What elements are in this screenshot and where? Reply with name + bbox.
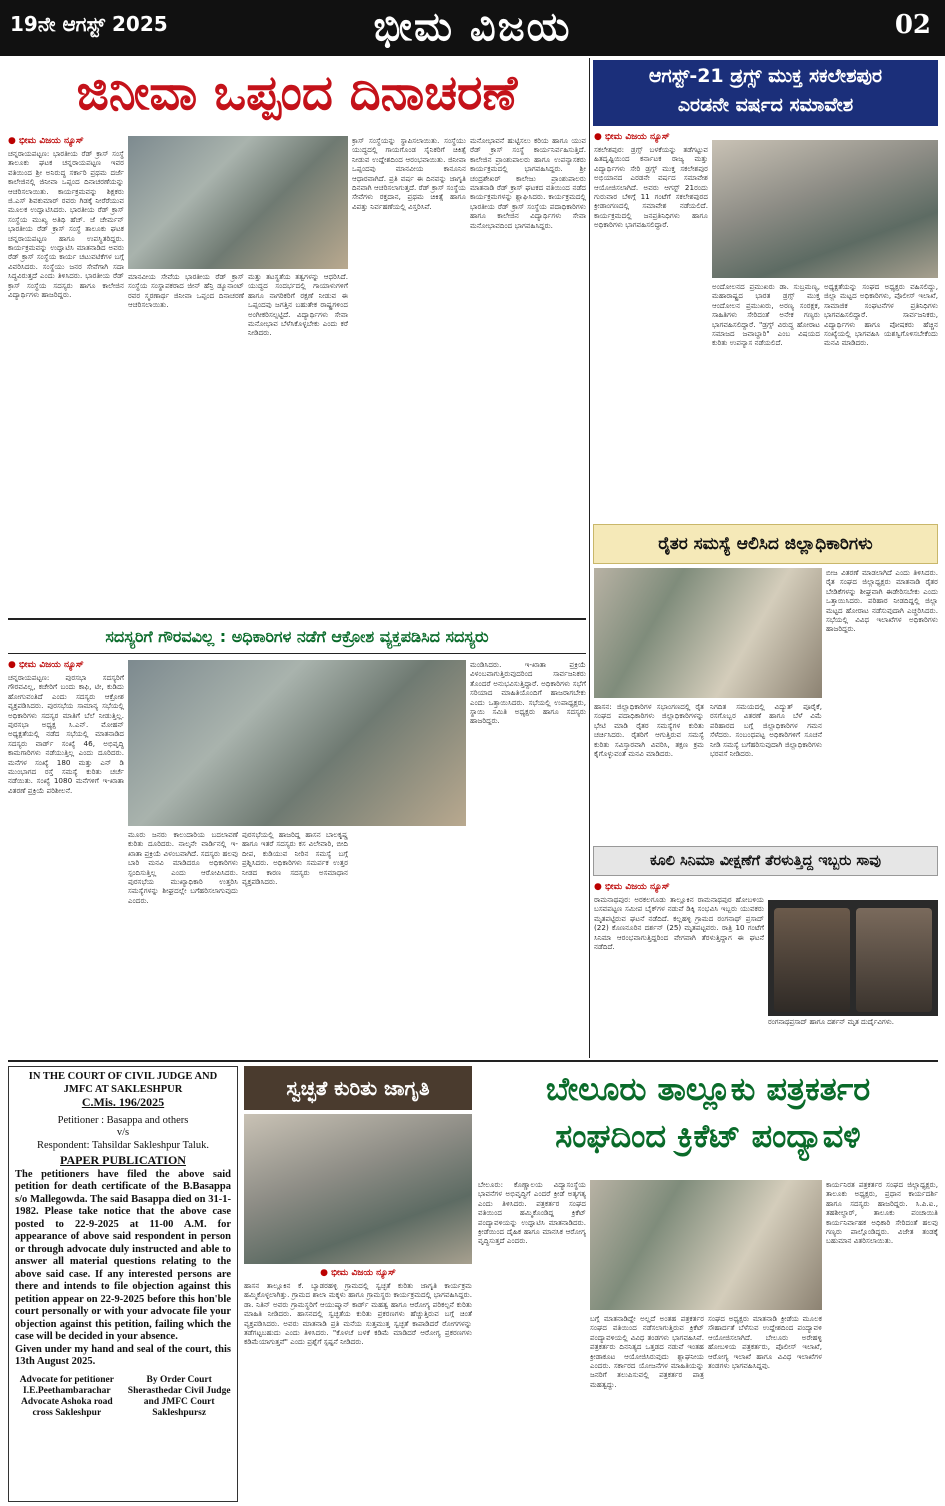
- story6-headline-box: [244, 1066, 472, 1110]
- story4-column-2: [128, 830, 238, 1056]
- masthead: [0, 0, 945, 56]
- page-number: 02: [894, 10, 931, 40]
- story4-text-2: ಮೂರು ಜನರು ಕಾಲುದಾರಿಯ ಬದಲಾವಣೆ ಕುರಿತು ದೂರಿದರು. ನಾಲ್ಕನೇ ವಾರ್ಡಿನಲ್ಲಿ ಇ-ಖಾತಾ ಪ್ರಕ್ರಿಯೆ ವಿಳಂಬವಾಗಿದೆ. ಸದಸ್ಯರು ಹಲವು ಬಾರಿ ಮನವಿ ಮಾಡಿದರೂ ಅಧಿಕಾರಿಗಳು ಸ್ಪಂದಿಸುತ್ತಿಲ್ಲ ಎಂದು ಆರೋಪಿಸಿದರು. ಪುರಸಭೆಯ ಮುಖ್ಯಾಧಿಕಾರಿ ಉತ್ತರಿಸಿ ಸಮಸ್ಯೆಗಳನ್ನು ಶೀಘ್ರದಲ್ಲೇ ಬಗೆಹರಿಸಲಾಗುವುದು ಎಂದರು.: [128, 830, 238, 905]
- story4-column-4: [470, 660, 586, 1056]
- story1-caption: ಮಾನವೀಯ ಸೇವೆಯ ಭಾರತೀಯ ರೆಡ್ ಕ್ರಾಸ್ ಸಂಸ್ಥೆಯ ಸಂಸ್ಥಾಪಕರಾದ ಜೀನ್ ಹೆನ್ರಿ ಡ್ಯೂನಾಂಟ್ ರವರ ಸ್ಮರಣಾರ್ಥ ಜಿನೀವಾ ಒಪ್ಪಂದ ದಿನಾಚರಣೆ ಆಚರಿಸಲಾಯಿತು.: [128, 272, 244, 310]
- story4-column-3: [242, 830, 348, 1056]
- story5-caption-box: [768, 1018, 938, 1056]
- story7-headline-box: [478, 1066, 938, 1176]
- legal-advocate: Advocate for petitioner I.E.Peethambarachar Advocate Ashoka road cross Sakleshpur: [19, 1374, 114, 1418]
- legal-petitioner: Petitioner : Basappa and others: [57, 1114, 189, 1126]
- story3-text-1: ಹಾಸನ: ಜಿಲ್ಲಾಧಿಕಾರಿಗಳ ಸಭಾಂಗಣದಲ್ಲಿ ರೈತ ಸಂಘದ ಪದಾಧಿಕಾರಿಗಳು ಜಿಲ್ಲಾಧಿಕಾರಿಗಳನ್ನು ಭೇಟಿ ಮಾಡಿ ರೈತರ ಸಮಸ್ಯೆಗಳ ಕುರಿತು ಚರ್ಚಿಸಿದರು. ರೈತರಿಗೆ ಆಗುತ್ತಿರುವ ಸಮಸ್ಯೆ ಕುರಿತು ಸವಿಸ್ತಾರವಾಗಿ ವಿವರಿಸಿ, ತಕ್ಷಣ ಕ್ರಮ ಕೈಗೊಳ್ಳುವಂತೆ ಮನವಿ ಮಾಡಿದರು.: [594, 702, 704, 759]
- legal-vs: v/s: [116, 1127, 130, 1138]
- story1-photo: [128, 136, 348, 269]
- story5-headline: ಕೂಲಿ ಸಿನಿಮಾ ವೀಕ್ಷಣೆಗೆ ತೆರಳುತ್ತಿದ್ದ ಇಬ್ಬರು ಸಾವು: [649, 853, 882, 869]
- story2-column-1: [594, 130, 708, 516]
- story5-byline: ● ಭೀಮ ವಿಜಯ ನ್ಯೂಸ್: [594, 882, 670, 892]
- legal-order: By Order Court Sherasthedar Civil Judge and JMFC Court Sakleshpursz: [127, 1374, 231, 1418]
- story4-text-4: ಮಂಡಿಸಿದರು. ಇ-ಖಾತಾ ಪ್ರಕ್ರಿಯೆ ವಿಳಂಬವಾಗುತ್ತಿರುವುದರಿಂದ ಸಾರ್ವಜನಿಕರು ತೊಂದರೆ ಅನುಭವಿಸುತ್ತಿದ್ದಾರೆ. ಅಧಿಕಾರಿಗಳು ಸಭೆಗೆ ಸರಿಯಾದ ಮಾಹಿತಿಯೊಂದಿಗೆ ಹಾಜರಾಗಬೇಕು ಎಂದು ಒತ್ತಾಯಿಸಿದರು. ಸಭೆಯಲ್ಲಿ ಉಪಾಧ್ಯಕ್ಷರು, ಸ್ಥಾಯಿ ಸಮಿತಿ ಅಧ್ಯಕ್ಷರು ಹಾಗೂ ಸದಸ್ಯರು ಹಾಜರಿದ್ದರು.: [470, 660, 586, 726]
- story5-portraits: [768, 900, 938, 1016]
- story1-column-4: [248, 272, 348, 610]
- victim-portrait-1: [774, 908, 850, 1012]
- story5-headline-box: [593, 846, 938, 876]
- story2-photo: [712, 140, 938, 278]
- story1-column-1: [8, 134, 124, 610]
- story4-column-1: [8, 658, 124, 1056]
- legal-notice: [8, 1066, 238, 1502]
- story1-column-5: [470, 136, 586, 610]
- story2-headline-1: ಆಗಸ್ಟ್-21 ಡ್ರಗ್ಸ್ ಮುಕ್ತ ಸಕಲೇಶಪುರ: [648, 65, 883, 87]
- story1-text-3: ಕ್ರಾಸ್ ಸಂಸ್ಥೆಯನ್ನು ಸ್ಥಾಪಿಸಲಾಯಿತು. ಸಂಸ್ಥೆಯು ಯುದ್ಧದಲ್ಲಿ ಗಾಯಗೊಂಡ ಸೈನಿಕರಿಗೆ ಚಿಕಿತ್ಸೆ ನೀಡುವ ಉದ್ದೇಶದಿಂದ ಆರಂಭವಾಯಿತು. ಜಿನೀವಾ ಒಪ್ಪಂದವು ಮಾನವೀಯ ಕಾನೂನಿನ ಆಧಾರವಾಗಿದೆ. ಪ್ರತಿ ವರ್ಷ ಈ ದಿನವನ್ನು ಜಾಗೃತಿ ದಿನವಾಗಿ ಆಚರಿಸಲಾಗುತ್ತದೆ. ರೆಡ್ ಕ್ರಾಸ್ ಸಂಸ್ಥೆಯ ಸೇವೆಗಳು ರಕ್ತದಾನ, ಪ್ರಥಮ ಚಿಕಿತ್ಸೆ ಹಾಗೂ ವಿಪತ್ತು ನಿರ್ವಹಣೆಯಲ್ಲಿ ವಿಸ್ತರಿಸಿವೆ.: [352, 136, 466, 211]
- story6-byline: ● ಭೀಮ ವಿಜಯ ನ್ಯೂಸ್: [320, 1268, 396, 1278]
- legal-case-no: C.Mis. 196/2025: [81, 1095, 165, 1109]
- story4-byline: ● ಭೀಮ ವಿಜಯ ನ್ಯೂಸ್: [8, 660, 84, 670]
- story7-text-4: ಕಾರ್ಯನಿರತ ಪತ್ರಕರ್ತರ ಸಂಘದ ಜಿಲ್ಲಾಧ್ಯಕ್ಷರು, ತಾಲೂಕು ಅಧ್ಯಕ್ಷರು, ಪ್ರಧಾನ ಕಾರ್ಯದರ್ಶಿ ಹಾಗೂ ಸದಸ್ಯರು ಹಾಜರಿದ್ದರು. ಸಿ.ಪಿ.ಐ., ತಹಶೀಲ್ದಾರ್, ತಾಲೂಕು ಪಂಚಾಯಿತಿ ಕಾರ್ಯನಿರ್ವಾಹಕ ಅಧಿಕಾರಿ ಸೇರಿದಂತೆ ಹಲವು ಗಣ್ಯರು ಪಾಲ್ಗೊಂಡಿದ್ದರು. ವಿಜೇತ ತಂಡಕ್ಕೆ ಬಹುಮಾನ ವಿತರಿಸಲಾಯಿತು.: [826, 1180, 938, 1246]
- story3-headline-box: [593, 524, 938, 564]
- story2-headline-box: [593, 60, 938, 126]
- story6-photo: [244, 1114, 472, 1264]
- issue-date: 19ನೇ ಆಗಸ್ಟ್ 2025: [10, 12, 168, 36]
- story4-headline-box: [8, 618, 586, 654]
- legal-title: PAPER PUBLICATION: [60, 1153, 186, 1167]
- story6-text: ಹಾಸನ ತಾಲ್ಲೂಕಿನ ಕೆ. ಬ್ಯಾಡರಹಳ್ಳಿ ಗ್ರಾಮದಲ್ಲಿ ಸ್ವಚ್ಛತೆ ಕುರಿತು ಜಾಗೃತಿ ಕಾರ್ಯಕ್ರಮ ಹಮ್ಮಿಕೊಳ್ಳಲಾಗಿತ್ತು. ಗ್ರಾಮದ ಶಾಲಾ ಮಕ್ಕಳು ಹಾಗೂ ಗ್ರಾಮಸ್ಥರು ಕಾರ್ಯಕ್ರಮದಲ್ಲಿ ಭಾಗವಹಿಸಿದ್ದರು. ಡಾ. ನಿತಿನ್ ಅವರು ಗ್ರಾಮಸ್ಥರಿಗೆ ಆಯುಷ್ಮಾನ್ ಕಾರ್ಡ್ ಮಹತ್ವ ಹಾಗೂ ಆರೋಗ್ಯ ಪರಿಕಲ್ಪನೆ ಕುರಿತು ಮಾಹಿತಿ ನೀಡಿದರು. ಹಾಸನದಲ್ಲಿ ಸ್ವಚ್ಛತೆಯ ಕುರಿತು ಪ್ರಕರಣಗಳು ಹೆಚ್ಚುತ್ತಿರುವ ಬಗ್ಗೆ ಚಿಂತೆ ವ್ಯಕ್ತಪಡಿಸಿದರು. ಅವರು ಮಾತನಾಡಿ ಪ್ರತಿ ಮನೆಯ ಸುತ್ತಮುತ್ತ ಸ್ವಚ್ಛತೆ ಕಾಪಾಡಿದರೆ ರೋಗಗಳನ್ನು ತಡೆಗಟ್ಟಬಹುದು ಎಂದು ತಿಳಿಸಿದರು. "ಕೊಳಚೆ ಬಳಕೆ ಕಡಿಮೆ ಮಾಡಿದರೆ ಆರೋಗ್ಯ ಪ್ರಕರಣಗಳು ಕಡಿಮೆಯಾಗುತ್ತವೆ" ಎಂದು ಪ್ರಶ್ನೆಗೆ ಸ್ಪಷ್ಟನೆ ನೀಡಿದರು.: [244, 1281, 472, 1347]
- story1-text-4: ಮತ್ತು ತಟಸ್ಥತೆಯ ತತ್ವಗಳನ್ನು ಆಧರಿಸಿದೆ. ಯುದ್ಧದ ಸಂದರ್ಭದಲ್ಲಿ ಗಾಯಾಳುಗಳಿಗೆ ಹಾಗೂ ನಾಗರಿಕರಿಗೆ ರಕ್ಷಣೆ ನೀಡುವ ಈ ಒಪ್ಪಂದವು ಜಗತ್ತಿನ ಬಹುತೇಕ ರಾಷ್ಟ್ರಗಳಿಂದ ಅಂಗೀಕರಿಸಲ್ಪಟ್ಟಿದೆ. ವಿದ್ಯಾರ್ಥಿಗಳು ಸೇವಾ ಮನೋಭಾವ ಬೆಳೆಸಿಕೊಳ್ಳಬೇಕು ಎಂದು ಕರೆ ನೀಡಿದರು.: [248, 272, 348, 338]
- story2-headline-2: ಎರಡನೇ ವರ್ಷದ ಸಮಾವೇಶ: [677, 93, 854, 116]
- story3-column-1: [594, 702, 704, 842]
- story7-text-2: ಬಗ್ಗೆ ಮಾತನಾಡಿದ್ದೇ ಅಲ್ಲದೆ ಅಂತಹ ಪತ್ರಕರ್ತರ ಸಂಘದ ವತಿಯಿಂದ ನಡೆಸಲಾಗುತ್ತಿರುವ ಕ್ರಿಕೆಟ್ ಪಂದ್ಯಾವಳಿಯಲ್ಲಿ ವಿವಿಧ ತಂಡಗಳು ಭಾಗವಹಿಸಿವೆ. ಪತ್ರಕರ್ತರು ದಿನನಿತ್ಯದ ಒತ್ತಡದ ನಡುವೆ ಇಂತಹ ಕ್ರೀಡಾಕೂಟ ಆಯೋಜಿಸಿರುವುದು ಶ್ಲಾಘನೀಯ ಎಂದರು. ಸರ್ಕಾರದ ಯೋಜನೆಗಳ ಮಾಹಿತಿಯನ್ನು ಜನರಿಗೆ ತಲುಪಿಸುವಲ್ಲಿ ಪತ್ರಕರ್ತರ ಪಾತ್ರ ಮಹತ್ವದ್ದು.: [590, 1314, 704, 1389]
- legal-court: IN THE COURT OF CIVIL JUDGE AND JMFC AT SAKLESHPUR: [28, 1071, 218, 1095]
- legal-body: The petitioners have filed the above said petition for death certificate of the B.Basappa s/o Mallegowda. The said Basappa died on 31-1-1982. Please take notice that the above case posted to 22-9-2025 at 11-00 A.M. for appearance of above said respondent in person or through advocate duly instructed and able to answer all material questions relating to the above said case. If any interested persons are there and intends to file objection against this petition appear on 22-9-2025 before this hon'ble court personally or with your advocate file your objection against this petition, failing which the case will be decided in your absence.: [15, 1168, 231, 1342]
- story7-column-1: [478, 1180, 586, 1502]
- story3-column-2: [710, 702, 822, 842]
- story2-text-3: ಅಧ್ಯಕ್ಷತೆಯನ್ನು ಸಂಘದ ಅಧ್ಯಕ್ಷರು ವಹಿಸಲಿದ್ದು, ಜಿಲ್ಲಾ ಮಟ್ಟದ ಅಧಿಕಾರಿಗಳು, ಪೊಲೀಸ್ ಇಲಾಖೆ, ಸಾಮಾಜಿಕ ಸಂಘಟನೆಗಳ ಪ್ರತಿನಿಧಿಗಳು ಭಾಗವಹಿಸಲಿದ್ದಾರೆ. ಸಾರ್ವಜನಿಕರು, ವಿದ್ಯಾರ್ಥಿಗಳು ಹಾಗೂ ಪೋಷಕರು ಹೆಚ್ಚಿನ ಸಂಖ್ಯೆಯಲ್ಲಿ ಭಾಗವಹಿಸಿ ಯಶಸ್ವಿಗೊಳಿಸಬೇಕೆಂದು ಮನವಿ ಮಾಡಿದರು.: [824, 282, 938, 348]
- story7-text-1: ಬೇಲೂರು: ಕೊಣ್ಣಾಲಯ ವಿದ್ಯಾಸಂಸ್ಥೆಯ ಭಾವನೆಗಳ ಅಭಿವೃದ್ಧಿಗೆ ಎಂದರೆ ಕ್ರೀಡೆ ಅತ್ಯಗತ್ಯ ಎಂದು ತಿಳಿಸಿದರು. ಪತ್ರಕರ್ತರ ಸಂಘದ ವತಿಯಿಂದ ಹಮ್ಮಿಕೊಂಡಿದ್ದ ಕ್ರಿಕೆಟ್ ಪಂದ್ಯಾವಳಿಯನ್ನು ಉದ್ಘಾಟಿಸಿ ಮಾತನಾಡಿದರು. ಕ್ರೀಡೆಯಿಂದ ದೈಹಿಕ ಹಾಗೂ ಮಾನಸಿಕ ಆರೋಗ್ಯ ವೃದ್ಧಿಸುತ್ತದೆ ಎಂದರು.: [478, 1180, 586, 1246]
- story4-text-3: ಪುರಸಭೆಯಲ್ಲಿ ಹಾಜರಿದ್ದ ಹಾಸನ ಬಾಲಕೃಷ್ಣ ಹಾಗೂ ಇತರೆ ಸದಸ್ಯರು ಕಸ ವಿಲೇವಾರಿ, ಬೀದಿ ದೀಪ, ಕುಡಿಯುವ ನೀರಿನ ಸಮಸ್ಯೆ ಬಗ್ಗೆ ಪ್ರಶ್ನಿಸಿದರು. ಅಧಿಕಾರಿಗಳು ಸಮರ್ಪಕ ಉತ್ತರ ನೀಡದ ಕಾರಣ ಸದಸ್ಯರು ಅಸಮಾಧಾನ ವ್ಯಕ್ತಪಡಿಸಿದರು.: [242, 830, 348, 887]
- story7-headline-1: ಬೇಲೂರು ತಾಲ್ಲೂಕು ಪತ್ರಕರ್ತರ: [545, 1070, 871, 1108]
- story2-text-1: ಸಕಲೇಶಪುರ: ಡ್ರಗ್ಸ್ ಬಳಕೆಯನ್ನು ತಡೆಗಟ್ಟುವ ಹಿತದೃಷ್ಟಿಯಿಂದ ಕರ್ನಾಟಕ ರಾಜ್ಯ ಮತ್ತು ವಿದ್ಯಾರ್ಥಿಗಳು ಸೇರಿ ಡ್ರಗ್ಸ್ ಮುಕ್ತ ಸಕಲೇಶಪುರ ಅಭಿಯಾನದ ಎರಡನೇ ವರ್ಷದ ಸಮಾವೇಶ ಆಯೋಜಿಸಲಾಗಿದೆ. ಅವರು ಆಗಸ್ಟ್ 21ರಂದು ಗುರುವಾರ ಬೆಳಿಗ್ಗೆ 11 ಗಂಟೆಗೆ ಸಕಲೇಶಪುರದ ಕ್ರೀಡಾಂಗಣದಲ್ಲಿ ಸಮಾವೇಶ ನಡೆಯಲಿದೆ. ಕಾರ್ಯಕ್ರಮದಲ್ಲಿ ಜನಪ್ರತಿನಿಧಿಗಳು ಹಾಗೂ ಅಧಿಕಾರಿಗಳು ಭಾಗವಹಿಸಲಿದ್ದಾರೆ.: [594, 145, 708, 230]
- story3-text-3: ಬೀಜ ವಿತರಣೆ ಮಾಡಲಾಗಿದೆ ಎಂದು ತಿಳಿಸಿದರು. ರೈತ ಸಂಘದ ಜಿಲ್ಲಾಧ್ಯಕ್ಷರು ಮಾತನಾಡಿ ರೈತರ ಬೇಡಿಕೆಗಳನ್ನು ಶೀಘ್ರವಾಗಿ ಈಡೇರಿಸಬೇಕು ಎಂದು ಒತ್ತಾಯಿಸಿದರು. ಪರಿಹಾರ ನೀಡದಿದ್ದಲ್ಲಿ ಜಿಲ್ಲಾ ಮಟ್ಟದ ಹೋರಾಟ ನಡೆಸುವುದಾಗಿ ಎಚ್ಚರಿಸಿದರು. ಸಭೆಯಲ್ಲಿ ವಿವಿಧ ಇಲಾಖೆಗಳ ಅಧಿಕಾರಿಗಳು ಹಾಜರಿದ್ದರು.: [826, 568, 938, 634]
- story2-byline: ● ಭೀಮ ವಿಜಯ ನ್ಯೂಸ್: [594, 132, 670, 142]
- story7-text-3: ಸಂಘದ ಅಧ್ಯಕ್ಷರು ಮಾತನಾಡಿ ಕ್ರೀಡೆಯ ಮೂಲಕ ಸೌಹಾರ್ದತೆ ಬೆಳೆಸುವ ಉದ್ದೇಶದಿಂದ ಪಂದ್ಯಾವಳಿ ಆಯೋಜಿಸಲಾಗಿದೆ. ಬೇಲೂರು ಅರೇಹಳ್ಳಿ ಹೋಬಳಿಯ ಪತ್ರಕರ್ತರು, ಪೊಲೀಸ್ ಇಲಾಖೆ, ಆರೋಗ್ಯ ಇಲಾಖೆ ಹಾಗೂ ವಿವಿಧ ಇಲಾಖೆಗಳ ತಂಡಗಳು ಭಾಗವಹಿಸಿದ್ದವು.: [708, 1314, 822, 1371]
- story6-body-box: [244, 1266, 472, 1502]
- story1-column-3: [352, 136, 466, 610]
- story5-caption: ರಂಗನಾಥಪ್ರಸಾದ್ ಹಾಗೂ ದರ್ಶನ್ ಮೃತ ದುರ್ದೈವಿಗಳು.: [768, 1018, 894, 1026]
- story1-text-5: ಮನೋಭಾವನೆ ಹುಟ್ಟಿಸಲು ಕರಿಯ ಹಾಗೂ ಯುವ ರೆಡ್ ಕ್ರಾಸ್ ಸಂಸ್ಥೆ ಕಾರ್ಯನಿರ್ವಹಿಸುತ್ತಿದೆ. ಕಾಲೇಜಿನ ಪ್ರಾಂಶುಪಾಲರು ಹಾಗೂ ಉಪನ್ಯಾಸಕರು ಕಾರ್ಯಕ್ರಮದಲ್ಲಿ ಭಾಗವಹಿಸಿದ್ದರು. ಶ್ರೀ ಚಂದ್ರಶೇಖರ್ ಕಾಲೇಜು ಪ್ರಾಂಶುಪಾಲರು ಮಾತನಾಡಿ ರೆಡ್ ಕ್ರಾಸ್ ಘಟಕದ ವತಿಯಿಂದ ನಡೆದ ಕಾರ್ಯಕ್ರಮಗಳನ್ನು ಶ್ಲಾಘಿಸಿದರು. ಕಾರ್ಯಕ್ರಮದಲ್ಲಿ ಭಾರತೀಯ ರೆಡ್ ಕ್ರಾಸ್ ಸಂಸ್ಥೆಯ ಪದಾಧಿಕಾರಿಗಳು ಹಾಗೂ ಕಾಲೇಜಿನ ವಿದ್ಯಾರ್ಥಿಗಳು ಸೇವಾ ಮನೋಭಾವದಿಂದ ಭಾಗವಹಿಸಿದ್ದರು.: [470, 136, 586, 230]
- story7-column-2: [590, 1314, 704, 1502]
- story2-column-2: [712, 282, 820, 516]
- story7-column-3: [708, 1314, 822, 1502]
- story7-photo: [590, 1180, 822, 1310]
- story2-text-2: ಅಂದೋಲನದ ಪ್ರಮುಖರು ಡಾ. ಸುಬ್ರಮಣ್ಯ, ಮಹಾರಾಷ್ಟ್ರದ ಭಾರತ ಡ್ರಗ್ಸ್ ಮುಕ್ತ ಆಂದೋಲನ ಪ್ರಮುಖರು, ಅರಣ್ಯ ಸಂರಕ್ಷಕ, ಸಾಹಿತಿಗಳು ಸೇರಿದಂತೆ ಅನೇಕ ಗಣ್ಯರು ಭಾಗವಹಿಸಲಿದ್ದಾರೆ. "ಡ್ರಗ್ಸ್ ವಿರುದ್ಧ ಹೋರಾಟ ಸಮಾಜದ ಜವಾಬ್ದಾರಿ" ಎಂಬ ವಿಷಯದ ಕುರಿತು ಉಪನ್ಯಾಸ ನಡೆಯಲಿದೆ.: [712, 282, 820, 348]
- story6-headline: ಸ್ವಚ್ಛತೆ ಕುರಿತು ಜಾಗೃತಿ: [286, 1076, 430, 1100]
- story3-photo: [594, 568, 822, 698]
- legal-given: Given under my hand and seal of the court, this 13th August 2025.: [15, 1343, 231, 1367]
- story1-byline: ● ಭೀಮ ವಿಜಯ ನ್ಯೂಸ್: [8, 136, 84, 146]
- story2-column-3: [824, 282, 938, 516]
- story1-headline-box: [8, 60, 586, 130]
- story4-photo: [128, 660, 466, 826]
- section-divider: [8, 1060, 938, 1062]
- column-divider: [589, 58, 590, 1058]
- story4-headline: ಸದಸ್ಯರಿಗೆ ಗೌರವವಿಲ್ಲ : ಅಧಿಕಾರಿಗಳ ನಡೆಗೆ ಆಕ್ರೋಶ ವ್ಯಕ್ತಪಡಿಸಿದ ಸದಸ್ಯರು: [105, 627, 489, 646]
- story4-text-1: ಚನ್ನರಾಯಪಟ್ಟಣ: ಪುರಸಭಾ ಸದಸ್ಯರಿಗೆ ಗೌರವವಿಲ್ಲ, ಕಚೇರಿಗೆ ಬಂದು ಕಾಫಿ, ಟೀ, ಕುಡಿದು ಹೋಗುವಂತಿದೆ ಎಂದು ಸದಸ್ಯರು ಆಕ್ರೋಶ ವ್ಯಕ್ತಪಡಿಸಿದರು. ಪುರಸಭೆಯ ಸಾಮಾನ್ಯ ಸಭೆಯಲ್ಲಿ ಅಧಿಕಾರಿಗಳು ಸದಸ್ಯರ ಮಾತಿಗೆ ಬೆಲೆ ನೀಡುತ್ತಿಲ್ಲ. ಪುರಸಭಾ ಅಧ್ಯಕ್ಷ ಸಿ.ಎನ್. ಮೋಹನ್ ಅಧ್ಯಕ್ಷತೆಯಲ್ಲಿ ನಡೆದ ಸಭೆಯಲ್ಲಿ ಮಾತನಾಡಿದ ಸದಸ್ಯರು ವಾರ್ಡ್ ಸಂಖ್ಯೆ 46, ಅಭಿವೃದ್ಧಿ ಕಾಮಗಾರಿಗಳು ನಡೆಯುತ್ತಿಲ್ಲ ಎಂದು ದೂರಿದರು. ಮನೆಗಳ ಸಂಖ್ಯೆ 180 ಮತ್ತು ಎನ್ ಡಿ ಮುಂಭಾಗದ ರಸ್ತೆ ಸಮಸ್ಯೆ ಕುರಿತು ಚರ್ಚೆ ನಡೆಯಿತು. ಸಂಖ್ಯೆ 1080 ಮನೆಗಳಿಗೆ ಇ-ಖಾತಾ ವಿತರಣೆ ಪ್ರಕ್ರಿಯೆ ಪರಿಶೀಲನೆ.: [8, 673, 124, 795]
- story3-text-2: ನಿಗದಿತ ಸಮಯದಲ್ಲಿ ವಿದ್ಯುತ್ ಪೂರೈಕೆ, ರಸಗೊಬ್ಬರ ವಿತರಣೆ ಹಾಗೂ ಬೆಳೆ ವಿಮೆ ಪರಿಹಾರದ ಬಗ್ಗೆ ಜಿಲ್ಲಾಧಿಕಾರಿಗಳ ಗಮನ ಸೆಳೆದರು. ಸಂಬಂಧಪಟ್ಟ ಅಧಿಕಾರಿಗಳಿಗೆ ಸೂಚನೆ ನೀಡಿ ಸಮಸ್ಯೆ ಬಗೆಹರಿಸುವುದಾಗಿ ಜಿಲ್ಲಾಧಿಕಾರಿಗಳು ಭರವಸೆ ನೀಡಿದರು.: [710, 702, 822, 759]
- story1-text-1: ಚನ್ನರಾಯಪಟ್ಟಣ: ಭಾರತೀಯ ರೆಡ್ ಕ್ರಾಸ್ ಸಂಸ್ಥೆ ತಾಲೂಕು ಘಟಕ ಚನ್ನರಾಯಪಟ್ಟಣ ಇವರ ವತಿಯಿಂದ ಶ್ರೀ ಅನಿರುದ್ಧ ಸರ್ಕಾರಿ ಪ್ರಥಮ ದರ್ಜೆ ಕಾಲೇಜಿನಲ್ಲಿ ಜಿನೀವಾ ಒಪ್ಪಂದ ದಿನಾಚರಣೆಯನ್ನು ಆಚರಿಸಲಾಯಿತು. ಕಾರ್ಯಕ್ರಮವನ್ನು ಶಿಕ್ಷಕರು ಜಿ.ಎಸ್ ಶಿವಕುಮಾರ್ ರವರು ಗಿಡಕ್ಕೆ ನೀರೆರೆಯುವ ಮೂಲಕ ಉದ್ಘಾಟಿಸಿದರು. ಭಾರತೀಯ ರೆಡ್ ಕ್ರಾಸ್ ಸಂಸ್ಥೆಯ ಮುಖ್ಯ ಅತಿಥಿ ಹೆಚ್. ಜೆ ಚೇರ್ಮನ್ ಭಾರತೀಯ ರೆಡ್ ಕ್ರಾಸ್ ಸಂಸ್ಥೆ ತಾಲೂಕು ಘಟಕ ಚನ್ನರಾಯಪಟ್ಟಣ ಹಾಗೂ ಉಪಸ್ಥಿತರಿದ್ದರು. ಕಾರ್ಯಕ್ರಮವನ್ನು ಉದ್ಘಾಟಿಸಿ ಮಾತನಾಡಿದ ಅವರು ರೆಡ್ ಕ್ರಾಸ್ ಸಂಸ್ಥೆಯ ಕಾರ್ಯ ಚಟುವಟಿಕೆಗಳ ಬಗ್ಗೆ ವಿವರಿಸಿದರು. ಸಂಸ್ಥೆಯು ಜನರ ಸೇವೆಗಾಗಿ ಸದಾ ಸಿದ್ಧವಿರುತ್ತದೆ ಎಂದು ತಿಳಿಸಿದರು. ಭಾರತೀಯ ರೆಡ್ ಕ್ರಾಸ್ ಸಂಸ್ಥೆಯ ಸದಸ್ಯರು ಹಾಗೂ ಕಾಲೇಜಿನ ವಿದ್ಯಾರ್ಥಿಗಳು ಹಾಜರಿದ್ದರು.: [8, 149, 124, 300]
- story3-headline: ರೈತರ ಸಮಸ್ಯೆ ಆಲಿಸಿದ ಜಿಲ್ಲಾಧಿಕಾರಿಗಳು: [658, 534, 873, 554]
- victim-portrait-2: [856, 908, 932, 1012]
- newspaper-name: ಭೀಮ ವಿಜಯ: [373, 4, 572, 50]
- story7-headline-2: ಸಂಘದಿಂದ ಕ್ರಿಕೆಟ್ ಪಂದ್ಯಾವಳಿ: [555, 1117, 861, 1156]
- legal-respondent: Respondent: Tahsildar Sakleshpur Taluk.: [37, 1139, 209, 1151]
- story5-text-1: ರಾಮನಾಥಪುರ: ಅರಕಲಗೂಡು ತಾಲ್ಲೂಕಿನ ರಾಮನಾಥಪುರ ಹೋಬಳಿಯ ಬಸವಪಟ್ಟಣ ಸಮೀಪ ಬೈಕ್‌ಗಳ ನಡುವೆ ಡಿಕ್ಕಿ ಸಂಭವಿಸಿ ಇಬ್ಬರು ಯುವಕರು ಮೃತಪಟ್ಟಿರುವ ಘಟನೆ ನಡೆದಿದೆ. ಕಲ್ಲಹಳ್ಳಿ ಗ್ರಾಮದ ರಂಗನಾಥ್ ಪ್ರಸಾದ್ (22) ಕೊಣನೂರಿನ ದರ್ಶನ್ (25) ಮೃತಪಟ್ಟವರು. ರಾತ್ರಿ 10 ಗಂಟೆಗೆ ಸಿನಿಮಾ ಆರಂಭವಾಗುತ್ತಿದ್ದರಿಂದ ವೇಗವಾಗಿ ತೆರಳುತ್ತಿದ್ದಾಗ ಈ ಘಟನೆ ನಡೆದಿದೆ.: [594, 895, 764, 952]
- story5-column-1: [594, 880, 764, 1056]
- story3-column-3: [826, 568, 938, 842]
- story7-column-4: [826, 1180, 938, 1502]
- story1-headline: ಜಿನೀವಾ ಒಪ್ಪಂದ ದಿನಾಚರಣೆ: [76, 65, 518, 121]
- story1-caption-box: [128, 272, 244, 610]
